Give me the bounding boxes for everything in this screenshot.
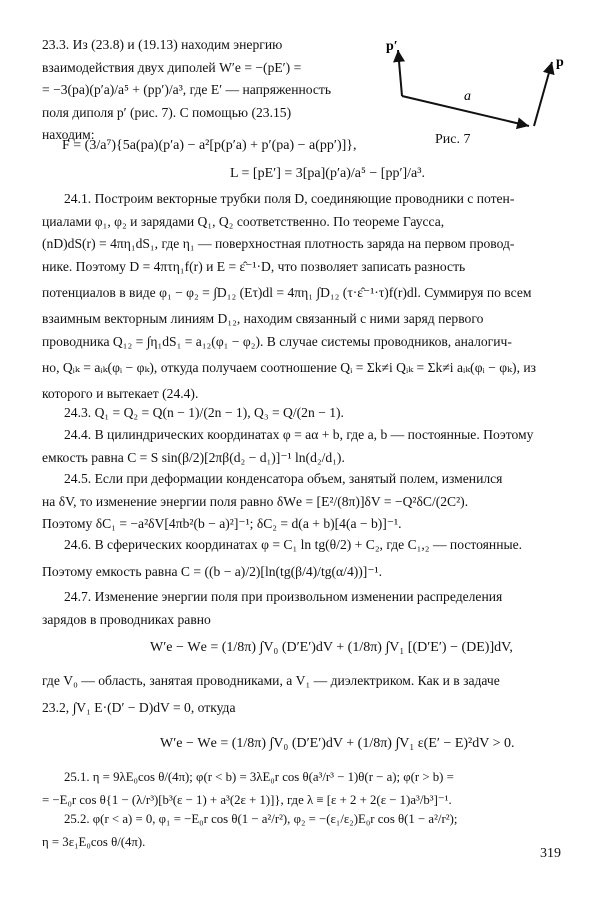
formula-energy-change-1: W′е − Wе = (1/8π) ∫V₀ (D′E′)dV + (1/8π) ∫V₁ [(D′E′) − (DE)]dV, [150, 640, 513, 655]
text-line: Поэтому емкость равна C = ((b − a)/2)[ln(tg(β/4)/tg(α/4))]⁻¹. [42, 563, 382, 579]
text-line: где V₀ — область, занятая проводниками, а V₁ — диэлектриком. Как и в задаче [42, 673, 500, 688]
text-line: циалами φ₁, φ₂ и зарядами Q₁, Q₂ соответственно. По теореме Гаусса, [42, 213, 445, 229]
page-number: 319 [540, 846, 561, 861]
problem-24-5-text [42, 468, 570, 536]
text-line: проводника Q₁₂ = ∫η₁dS₁ = a₁₂(φ₁ − φ₂). В случае системы проводников, аналогич- [42, 333, 512, 349]
text-line: 24.7. Изменение энергии поля при произвольном изменении распределения [64, 589, 503, 604]
label-p: p [556, 55, 564, 70]
text-line: = −3(pa)(p′a)/a⁵ + (pp′)/a³, где E′ — напряженность [42, 82, 332, 97]
problem-23-3-text [42, 34, 372, 147]
text-line: (nD)dS(r) = 4πη₁dS₁, где η₁ — поверхностная плотность заряда на первом провод- [42, 236, 515, 251]
problem-24-3-text [42, 402, 570, 425]
text-line: находим: [42, 127, 95, 142]
text-line: = −E₀r cos θ{1 − (λ/r³)[b³(ε − 1) + a³(2ε + 1)]}, где λ ≡ [ε + 2 + 2(ε − 1)a³/b³]⁻¹. [42, 792, 452, 807]
text-line: 24.6. В сферических координатах φ = C₁ ln tg(θ/2) + C₂, где C₁,₂ — постоянные. [64, 537, 523, 552]
text-line: 25.1. η = 9λE₀cos θ/(4π); φ(r < b) = 3λE₀r cos θ(a³/r³ − 1)θ(r − a); φ(r > b) = [64, 770, 454, 784]
text-line: 24.3. Q₁ = Q₂ = Q(n − 1)/(2n − 1), Q₃ = Q/(2n − 1). [64, 405, 344, 420]
text-line: 24.1. Построим векторные трубки поля D, соединяющие проводники с потен- [64, 191, 515, 206]
text-line: поля диполя p′ (рис. 7). С помощью (23.15) [42, 104, 292, 120]
figure-7-dipoles [384, 36, 574, 131]
text-line: взаимодействия двух диполей W′е = −(pE′) = [42, 59, 302, 75]
figure-caption: Рис. 7 [435, 132, 471, 147]
text-line: 24.5. Если при деформации конденсатора объем, занятый полем, изменился [64, 471, 503, 486]
formula-energy-change-2: W′е − Wе = (1/8π) ∫V₀ (D′E′)dV + (1/8π) ∫V₁ ε(E′ − E)²dV > 0. [160, 736, 515, 751]
text-line: 24.4. В цилиндрических координатах φ = aα + b, где a, b — постоянные. Поэтому [64, 427, 534, 442]
vector-p-prime [398, 50, 402, 96]
text-line: 23.3. Из (23.8) и (19.13) находим энергию [42, 37, 283, 52]
problem-24-1-text [42, 188, 570, 406]
text-line: емкость равна C = S sin(β/2)[2πβ(d₂ − d₁)]⁻¹ ln(d₂/d₁). [42, 449, 345, 465]
text-line: потенциалов в виде φ₁ − φ₂ = ∫D₁₂ (Eτ)dl = 4πη₁ ∫D₁₂ (τ·ε̂⁻¹·τ)f(r)dl. Суммируя по всем [42, 285, 532, 300]
text-line: η = 3ε₁E₀cos θ/(4π). [42, 834, 146, 849]
formula-F: F = (3/a⁷){5a(pa)(p′a) − a²[p(p′a) + p′(pa) − a(pp′)]}, [62, 138, 357, 153]
text-line: Поэтому δC₁ = −a²δV[4πb²(b − a)²]⁻¹; δC₂ = d(a + b)[4(a − b)]⁻¹. [42, 516, 402, 531]
formula-L: L = [pE′] = 3[pa](p′a)/a⁵ − [pp′]/a³. [230, 166, 425, 181]
text-line: на δV, то изменение энергии поля равно δWе = [E²/(8π)]δV = −Q²δC/(2C²). [42, 493, 469, 509]
problem-24-7-text [42, 586, 570, 631]
text-line: зарядов в проводниках равно [42, 611, 211, 627]
text-line: но, Qᵢₖ = aᵢₖ(φᵢ − φₖ), откуда получаем соотношение Qᵢ = Σk≠i Qᵢₖ = Σk≠i aᵢₖ(φᵢ − φₖ), из [42, 360, 537, 375]
problem-24-4-text [42, 424, 570, 469]
text-line: 23.2, ∫V₁ E·(D′ − D)dV = 0, откуда [42, 699, 236, 715]
text-line: взаимным векторным линиям D₁₂, находим связанный с ними заряд первого [42, 311, 484, 326]
text-line: которого и вытекает (24.4). [42, 386, 199, 401]
text-line: 25.2. φ(r < a) = 0, φ₁ = −E₀r cos θ(1 − a²/r²), φ₂ = −(ε₁/ε₂)E₀r cos θ(1 − a²/r²); [64, 812, 458, 826]
text-line: нике. Поэтому D = 4πτη₁f(r) и E = ε̂⁻¹·D, что позволяет записать разность [42, 258, 466, 274]
label-a: a [464, 89, 471, 104]
problem-24-7-continuation [42, 670, 570, 723]
problem-25-2-text [42, 808, 570, 853]
problem-24-6-text [42, 534, 570, 587]
vector-p [534, 62, 552, 126]
problem-25-1-text [42, 766, 570, 811]
label-p-prime: p′ [386, 39, 398, 54]
